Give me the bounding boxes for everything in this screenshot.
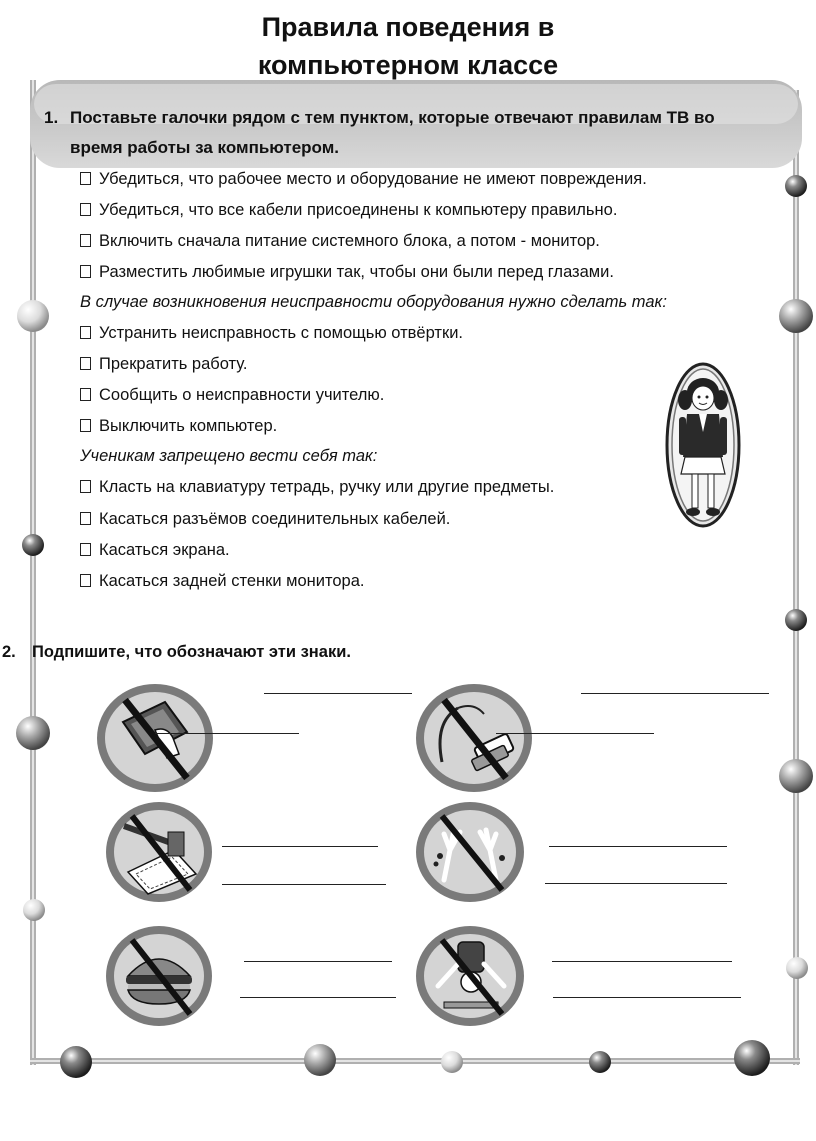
checklist-item-label: Разместить любимые игрушки так, чтобы они были перед глазами. (99, 263, 614, 281)
task2-number: 2. (2, 643, 16, 661)
checkbox[interactable] (80, 326, 91, 339)
checklist-item-label: Прекратить работу. (99, 355, 248, 373)
checklist-item[interactable] (80, 383, 384, 407)
no-touch-monitor-icon (95, 682, 215, 794)
checklist-item[interactable] (80, 569, 365, 593)
no-playing-around-icon (414, 924, 526, 1028)
task1-text-line2: время работы за компьютером. (70, 138, 340, 157)
no-objects-on-keyboard-icon (104, 800, 214, 904)
answer-line[interactable] (553, 997, 741, 998)
checklist-item[interactable] (80, 260, 614, 284)
checklist-item[interactable] (80, 414, 277, 438)
answer-line[interactable] (496, 733, 654, 734)
checklist-item-label: Включить сначала питание системного блока, а потом - монитор. (99, 232, 600, 250)
answer-line[interactable] (222, 846, 378, 847)
checkbox[interactable] (80, 512, 91, 525)
answer-line[interactable] (155, 733, 299, 734)
subheading-malfunction: В случае возникновения неисправности оборудования нужно сделать так: (80, 293, 667, 311)
answer-line[interactable] (240, 997, 396, 998)
schoolgirl-illustration (665, 362, 741, 528)
checklist-item[interactable] (80, 198, 617, 222)
answer-line[interactable] (545, 883, 727, 884)
no-food-icon (104, 924, 214, 1028)
checkbox[interactable] (80, 357, 91, 370)
task2-instruction (2, 640, 351, 664)
no-touch-cables-icon (414, 682, 534, 794)
checklist-item[interactable] (80, 352, 247, 376)
checkbox[interactable] (80, 543, 91, 556)
answer-line[interactable] (244, 961, 392, 962)
checklist-item[interactable] (80, 229, 600, 253)
checklist-item-label: Убедиться, что рабочее место и оборудование не имеют повреждения. (99, 170, 647, 188)
checkbox[interactable] (80, 172, 91, 185)
answer-line[interactable] (581, 693, 769, 694)
checklist-item-label: Класть на клавиатуру тетрадь, ручку или другие предметы. (99, 478, 555, 496)
subheading-forbidden: Ученикам запрещено вести себя так: (80, 447, 378, 465)
checklist-item[interactable] (80, 475, 554, 499)
task1-instruction (44, 103, 784, 163)
checklist-item[interactable] (80, 507, 450, 531)
checkbox[interactable] (80, 480, 91, 493)
checkbox[interactable] (80, 234, 91, 247)
checklist-item-label: Касаться разъёмов соединительных кабелей. (99, 510, 451, 528)
checkbox[interactable] (80, 419, 91, 432)
no-wet-hands-icon (414, 800, 526, 904)
answer-line[interactable] (264, 693, 412, 694)
answer-line[interactable] (549, 846, 727, 847)
checklist-item[interactable] (80, 538, 230, 562)
checklist-item-label: Убедиться, что все кабели присоединены к компьютеру правильно. (99, 201, 618, 219)
page-title-line2: компьютерном классе (257, 50, 559, 80)
checkbox[interactable] (80, 265, 91, 278)
page-title-line1: Правила поведения в (261, 12, 555, 42)
checklist-item[interactable] (80, 167, 647, 191)
checkbox[interactable] (80, 388, 91, 401)
page-title (0, 8, 816, 84)
checklist-item-label: Устранить неисправность с помощью отвёртки. (99, 324, 463, 342)
checkbox[interactable] (80, 574, 91, 587)
answer-line[interactable] (552, 961, 732, 962)
answer-line[interactable] (222, 884, 386, 885)
checklist-item[interactable] (80, 321, 463, 345)
task1-text-line1: Поставьте галочки рядом с тем пунктом, которые отвечают правилам ТВ во (70, 108, 715, 127)
checklist-item-label: Сообщить о неисправности учителю. (99, 386, 385, 404)
checklist-item-label: Касаться задней стенки монитора. (99, 572, 365, 590)
checklist-item-label: Выключить компьютер. (99, 417, 278, 435)
checklist-item-label: Касаться экрана. (99, 541, 230, 559)
task1-number: 1. (44, 108, 59, 127)
checkbox[interactable] (80, 203, 91, 216)
task2-text: Подпишите, что обозначают эти знаки. (32, 643, 351, 661)
